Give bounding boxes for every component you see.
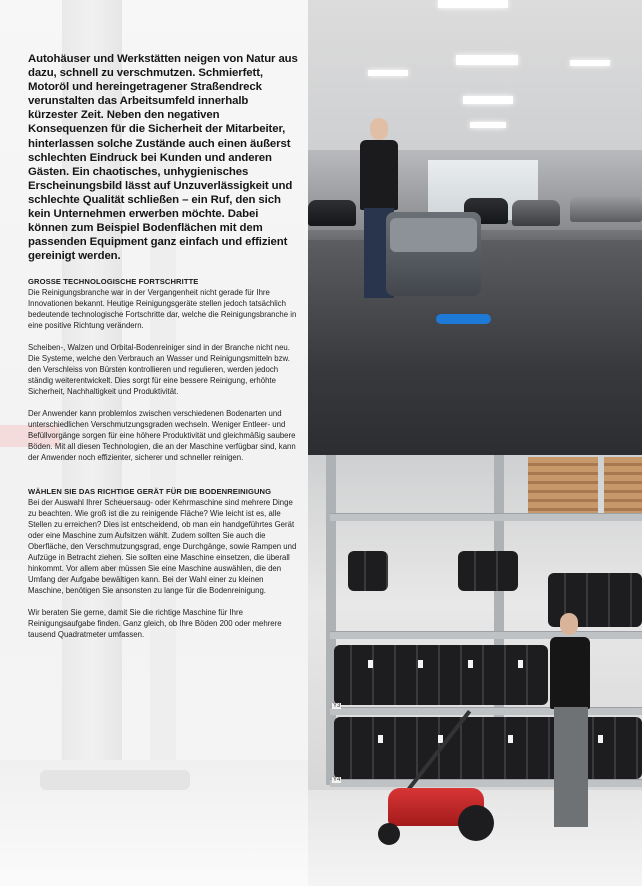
body-paragraph: Die Reinigungsbranche war in der Vergangenheit nicht gerade für Ihre Innovationen bekannt. Heutige Reinigungsgeräte stellen jedoch tatsächlich bedeutende technologische Fortschritte dar, welche die Reinigungsbranche in eine positive Richtung verändern. (28, 288, 297, 331)
photo-showroom-floor-scrubber (308, 0, 642, 455)
parked-car (308, 200, 356, 226)
article-column (28, 52, 298, 651)
lead-paragraph: Autohäuser und Werkstätten neigen von Natur aus dazu, schnell zu verschmutzen. Schmierfett, Motoröl und hereingetragener Straßendreck verunstalten das Arbeitsumfeld innerhalb kürzester Zeit. Neben den negativen Konsequenzen für die Sicherheit der Mitarbeiter, hinterlassen solche Zustände auch einen äußerst schlechten Eindruck bei Kunden und anderen Gästen. Ein chaotisches, unhygienisches Erscheinungsbild lässt auf Unzuverlässigkeit und schlechte Qualität schließen – ein Ruf, den sich kein Unternehmen erwerben möchte. Dabei können zum Beispiel Bodenflächen mit dem passenden Equipment ganz einfach und effizient gereinigt werden. (28, 53, 298, 263)
tire-label (468, 660, 473, 668)
ceiling-light (470, 122, 506, 128)
ceiling-light (438, 0, 508, 8)
rack-label-y4: Y4 (333, 777, 341, 783)
floor-scrubber-machine (386, 212, 481, 296)
body-paragraph: Der Anwender kann problemlos zwischen verschiedenen Bodenarten und unterschiedlichen Verschmutzungsgraden wechseln. Weniger Entleer- und Befüllvorgänge sorgen für eine höhere Produktivität und gleichmäßig saubere Böden. Mit all diesen Technologien, die an der Maschine verfügbar sind, kann der Anwender noch effizienter, sicherer und schneller reinigen. (28, 409, 296, 463)
tire-label (378, 735, 383, 743)
tire-stack (348, 551, 388, 591)
background-lift-base (40, 770, 190, 790)
ceiling-light (570, 60, 610, 66)
body-paragraph: Wir beraten Sie gerne, damit Sie die richtige Maschine für Ihre Reinigungsaufgabe finden. Ganz gleich, ob Ihre Böden 200 oder mehrere tausend Quadratmeter umfassen. (28, 608, 282, 640)
ceiling-light (368, 70, 408, 76)
body-paragraph: Scheiben-, Walzen und Orbital-Bodenreiniger sind in der Branche nicht neu. Die Systeme, welche den Verbrauch an Wasser und Reinigungsmitteln bzw. den Verschleiss von Bürsten kontrollieren und regulieren, werden jedoch ständig weiterentwickelt. Dies sorgt für eine bessere Reinigung, erhöhte Sicherheit, Nachhaltigkeit und Produktivität. (28, 343, 290, 397)
photo-tire-warehouse-sweeper (308, 455, 642, 886)
body-paragraph: Bei der Auswahl Ihrer Scheuersaug- oder Kehrmaschine sind mehrere Dinge zu beachten. Wie groß ist die zu reinigende Fläche? Wie leicht ist es, alle Stellen zu erreichen? Dies ist entscheidend, ob man ein handgeführtes Gerät oder eine Maschine zum Aufsitzen wählt. Zudem sollten Sie auch die Oberfläche, den Verschmutzungsgrad, enge Durchgänge, sowie Rampen und Aufzüge in Betracht ziehen. Sie sollten eine Maschine einsetzen, die überall hinkommt. Vor allem aber müssen Sie eine Maschine auswählen, die den Umfang der Aufgabe bewältigen kann. Bei der Wahl einer zu kleinen Maschine, benötigen Sie ansonsten zu lange für die Bodenreinigung. (28, 498, 297, 596)
tire-stack (334, 645, 548, 705)
tire-label (368, 660, 373, 668)
rack-shelf (330, 513, 642, 521)
sweeper-wheel (458, 805, 494, 841)
tire-label (508, 735, 513, 743)
parked-car (512, 200, 560, 226)
ceiling-light (456, 55, 518, 65)
section-heading-choose-device: WÄHLEN SIE DAS RICHTIGE GERÄT FÜR DIE BODENREINIGUNG (28, 487, 272, 497)
sweeper-side-brush (378, 823, 400, 845)
parked-car (570, 196, 642, 222)
tire-label (518, 660, 523, 668)
rack-label-y3: Y3 (333, 703, 341, 709)
tire-stack (458, 551, 518, 591)
tire-label (598, 735, 603, 743)
worker-person (546, 613, 598, 843)
tire-label (418, 660, 423, 668)
ceiling-light (463, 96, 513, 104)
wood-pallet-stack (604, 457, 642, 513)
wood-pallet-stack (528, 457, 598, 513)
scrubber-brush-deck (436, 314, 491, 324)
section-heading-advances: GROSSE TECHNOLOGISCHE FORTSCHRITTE (28, 277, 199, 287)
